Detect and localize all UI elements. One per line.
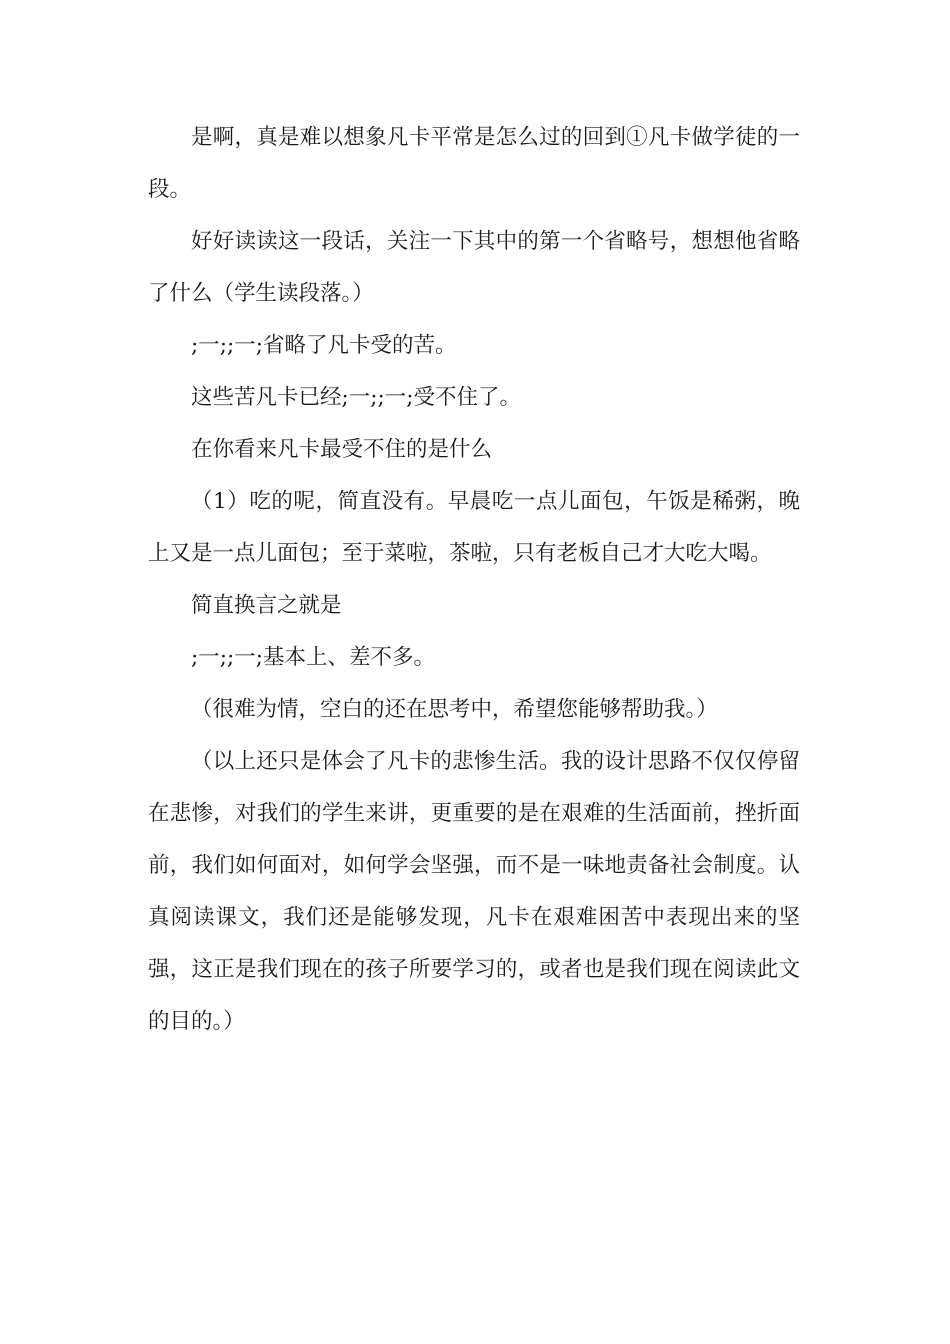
paragraph-8: ;一;;一;基本上、差不多。 — [191, 645, 435, 670]
paragraph-10: （以上还只是体会了凡卡的悲惨生活。我的设计思路不仅仅停留在悲惨，对我们的学生来讲，更重要的是在艰难的生活面前，挫折面前，我们如何面对，如何学会坚强，而不是一味地责备社会制度。认真阅读课文，我们还是能够发现，凡卡在艰难困苦中表现出来的坚强，这正是我们现在的孩子所要学习的，或者也是我们现在阅读此文的目的。） — [148, 749, 800, 1034]
paragraph-9: （很难为情，空白的还在思考中，希望您能够帮助我。） — [191, 697, 718, 722]
document-body — [148, 112, 800, 1048]
paragraph-5: 在你看来凡卡最受不住的是什么 — [191, 437, 493, 462]
paragraph-4: 这些苦凡卡已经;一;;一;受不住了。 — [191, 385, 521, 410]
paragraph-6: （1）吃的呢，简直没有。早晨吃一点儿面包，午饭是稀粥，晚上又是一点儿面包；至于菜啦，茶啦，只有老板自己才大吃大喝。 — [148, 489, 800, 566]
paragraph-7: 简直换言之就是 — [191, 593, 342, 618]
paragraph-1: 是啊，真是难以想象凡卡平常是怎么过的回到①凡卡做学徒的一段。 — [148, 125, 800, 202]
paragraph-2: 好好读读这一段话，关注一下其中的第一个省略号，想想他省略了什么（学生读段落。） — [148, 229, 800, 306]
paragraph-3: ;一;;一;省略了凡卡受的苦。 — [191, 333, 457, 358]
